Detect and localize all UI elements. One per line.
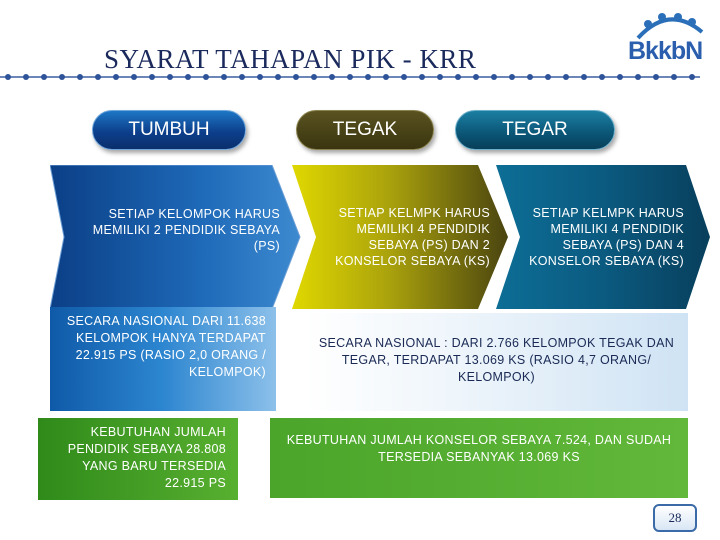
requirement-tegar: SETIAP KELMPK HARUS MEMILIKI 4 PENDIDIK SEBAYA (PS) DAN 4 KONSELOR SEBAYA (KS) — [529, 206, 684, 268]
slide-title: SYARAT TAHAPAN PIK - KRR — [104, 44, 477, 74]
stage-tegar-label: TEGAR — [455, 110, 615, 150]
dotted-divider — [0, 70, 700, 84]
logo-text: BkkbN — [628, 37, 703, 65]
needs-ks-box: KEBUTUHAN JUMLAH KONSELOR SEBAYA 7.524, DAN SUDAH TERSEDIA SEBANYAK 13.069 KS — [270, 418, 688, 498]
page-number: 28 — [653, 504, 697, 532]
requirement-tumbuh: SETIAP KELOMPOK HARUS MEMILIKI 2 PENDIDIK SEBAYA (PS) — [92, 207, 280, 253]
stage-tegak-label: TEGAK — [296, 110, 434, 150]
requirement-tegak: SETIAP KELMPK HARUS MEMILIKI 4 PENDIDIK SEBAYA (PS) DAN 2 KONSELOR SEBAYA (KS) — [335, 206, 490, 268]
national-tumbuh-box: SECARA NASIONAL DARI 11.638 KELOMPOK HANYA TERDAPAT 22.915 PS (RASIO 2,0 ORANG / KELOMPOK) — [50, 307, 276, 411]
national-tegak-tegar-box: SECARA NASIONAL : DARI 2.766 KELOMPOK TEGAK DAN TEGAR, TERDAPAT 13.069 KS (RASIO 4,7 ORANG/ KELOMPOK) — [305, 313, 688, 411]
stage-tumbuh-label: TUMBUH — [92, 110, 246, 150]
needs-ps-box: KEBUTUHAN JUMLAH PENDIDIK SEBAYA 28.808 YANG BARU TERSEDIA 22.915 PS — [38, 418, 238, 500]
